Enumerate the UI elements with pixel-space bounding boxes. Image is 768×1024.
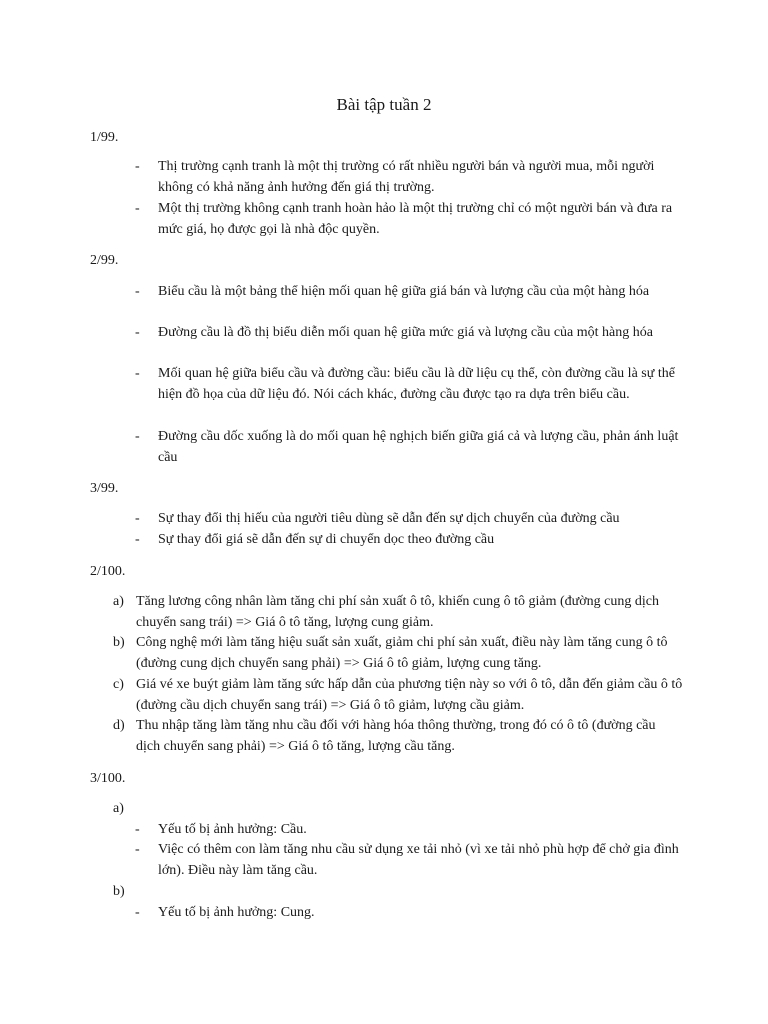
list-item-text: Yếu tố bị ảnh hưởng: Cầu. (158, 822, 307, 837)
list-item (135, 840, 683, 881)
list-item (135, 282, 683, 303)
list-marker: - (135, 325, 140, 340)
list-item (113, 633, 683, 674)
list-item-text: Biểu cầu là một bảng thể hiện mối quan hệ giữa giá bán và lượng cầu của một hàng hóa (158, 284, 650, 299)
list-marker: b) (113, 635, 125, 650)
list-item-text: Việc có thêm con làm tăng nhu cầu sử dụng xe tải nhỏ (vì xe tải nhỏ phù hợp để chở gia đình lớn). Điều này làm tăng cầu. (158, 842, 679, 878)
list-item (135, 364, 683, 405)
list-item (113, 716, 683, 757)
list-marker: - (135, 905, 140, 920)
list-item-text: Sự thay đổi giá sẽ dẫn đến sự di chuyển dọc theo đường cầu (158, 532, 495, 547)
list-item (135, 157, 683, 198)
list-item-text: Thu nhập tăng làm tăng nhu cầu đối với hàng hóa thông thường, trong đó có ô tô (đường cầu dịch chuyển sang phải) => Giá ô tô tăng, lượng cầu tăng. (136, 718, 656, 754)
section-label-2-100: 2/100. (90, 564, 126, 579)
list-item (135, 820, 683, 841)
list-item (135, 427, 683, 468)
list-item (135, 323, 683, 344)
list-item (135, 903, 683, 924)
list-item (135, 530, 683, 551)
list-item-text: Mối quan hệ giữa biểu cầu và đường cầu: biểu cầu là dữ liệu cụ thể, còn đường cầu là sự thể hiện đồ họa của dữ liệu đó. Nói cách khác, đường cầu được tạo ra dựa trên biểu cầu. (158, 366, 675, 402)
list-item-text: Công nghệ mới làm tăng hiệu suất sản xuất, giảm chi phí sản xuất, điều này làm tăng cung ô tô (đường cung dịch chuyển sang phải) => Giá ô tô giảm, lượng cung tăng. (136, 635, 668, 671)
list-marker: - (135, 822, 140, 837)
list-marker: a) (113, 594, 124, 609)
list-item-text: Yếu tố bị ảnh hưởng: Cung. (158, 905, 315, 920)
list-item (113, 675, 683, 716)
section-label-3-100: 3/100. (90, 771, 126, 786)
list-item-text: Đường cầu dốc xuống là do mối quan hệ nghịch biến giữa giá cả và lượng cầu, phản ánh luật cầu (158, 429, 679, 465)
list-marker: - (135, 284, 140, 299)
list-marker: - (135, 842, 140, 857)
subpart-marker-a: a) (113, 801, 124, 816)
list-item-text: Giá vé xe buýt giảm làm tăng sức hấp dẫn của phương tiện này so với ô tô, dẫn đến giảm cầu ô tô (đường cầu dịch chuyển sang trái) => Giá ô tô giảm, lượng cầu giảm. (136, 677, 683, 713)
list-item-text: Tăng lương công nhân làm tăng chi phí sản xuất ô tô, khiến cung ô tô giảm (đường cung dịch chuyển sang trái) => Giá ô tô tăng, lượng cung giảm. (136, 594, 659, 630)
section-label-2-99: 2/99. (90, 253, 119, 268)
list-item (113, 592, 683, 633)
list-marker: d) (113, 718, 125, 733)
list-marker: - (135, 366, 140, 381)
list-item-text: Một thị trường không cạnh tranh hoàn hảo là một thị trường chỉ có một người bán và đưa ra mức giá, họ được gọi là nhà độc quyền. (158, 201, 673, 237)
list-item (135, 199, 683, 240)
list-marker: - (135, 511, 140, 526)
section-label-3-99: 3/99. (90, 481, 119, 496)
section-label-1-99: 1/99. (90, 130, 119, 145)
list-marker: - (135, 429, 140, 444)
list-item (135, 509, 683, 530)
list-item-text: Đường cầu là đồ thị biểu diễn mối quan hệ giữa mức giá và lượng cầu của một hàng hóa (158, 325, 653, 340)
list-marker: c) (113, 677, 124, 692)
list-marker: - (135, 201, 140, 216)
list-item-text: Thị trường cạnh tranh là một thị trường có rất nhiều người bán và người mua, mỗi người không có khả năng ảnh hưởng đến giá thị trường. (158, 159, 655, 195)
list-item-text: Sự thay đổi thị hiếu của người tiêu dùng sẽ dẫn đến sự dịch chuyển của đường cầu (158, 511, 620, 526)
list-marker: - (135, 532, 140, 547)
list-marker: - (135, 159, 140, 174)
page-title: Bài tập tuần 2 (336, 95, 432, 114)
subpart-marker-b: b) (113, 884, 125, 899)
